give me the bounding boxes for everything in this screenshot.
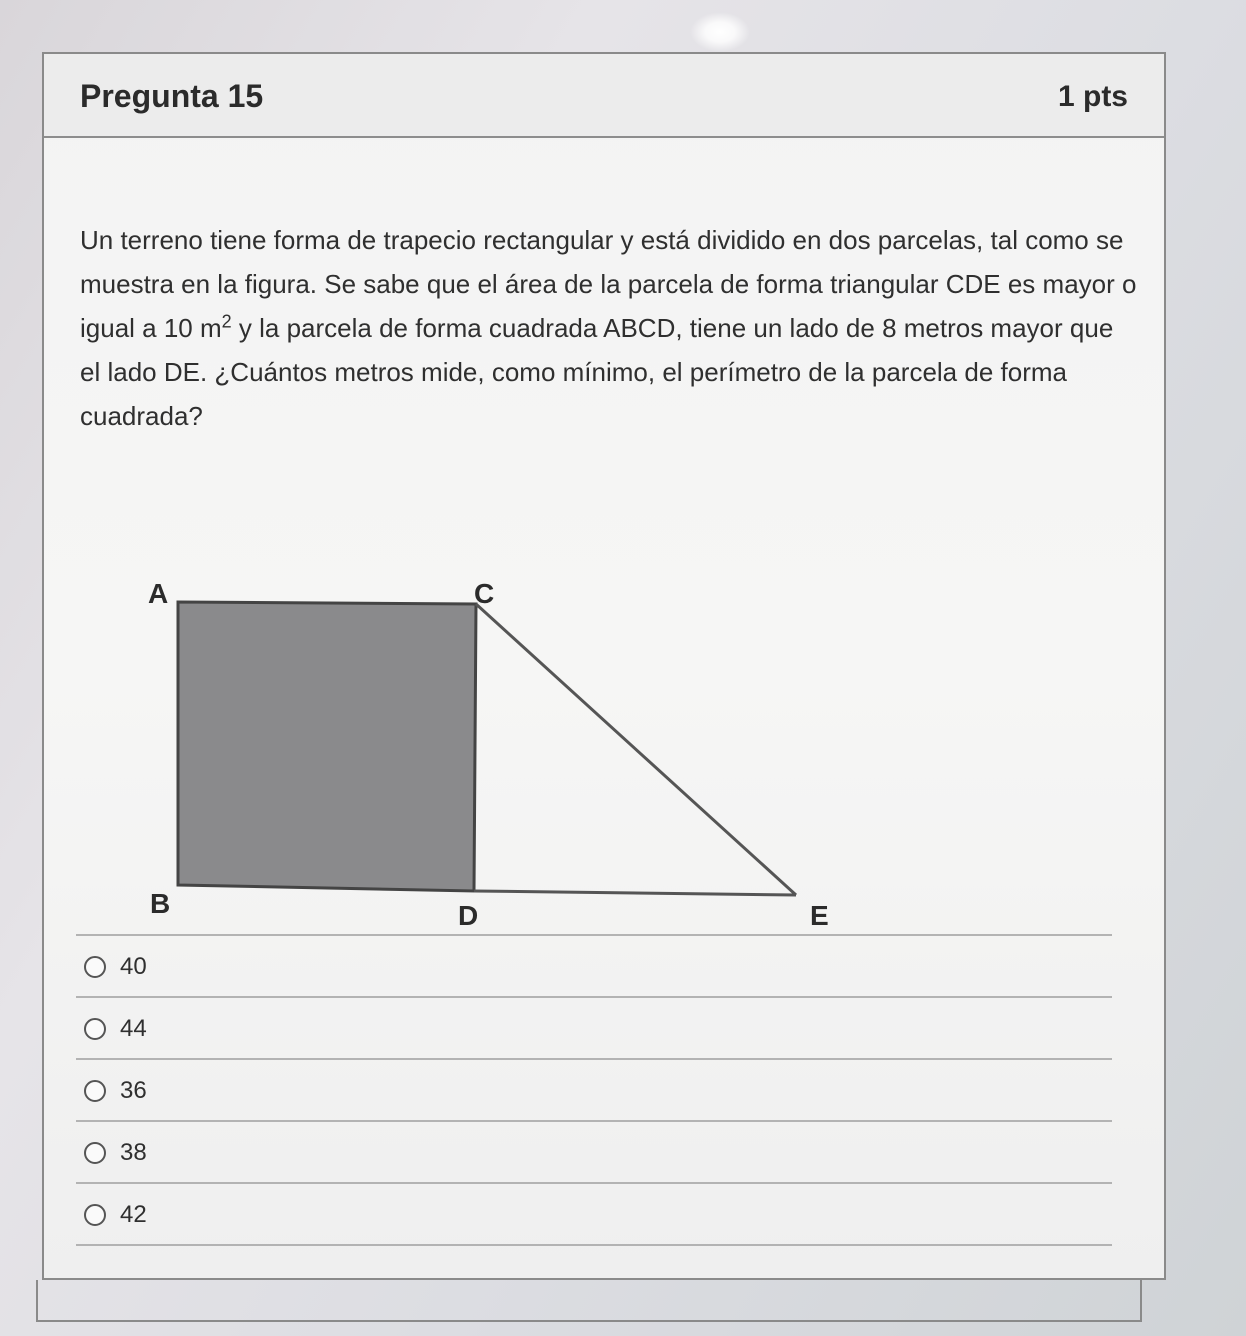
radio-icon[interactable] — [84, 1204, 106, 1226]
answer-list-divider — [76, 1244, 1112, 1246]
label-b: B — [150, 888, 171, 919]
radio-icon[interactable] — [84, 1142, 106, 1164]
answer-label: 42 — [120, 1201, 147, 1228]
segment-ce — [476, 604, 796, 895]
card-outer-edge — [36, 1280, 1142, 1322]
question-text-superscript: 2 — [221, 311, 232, 332]
question-text-part1: Un terreno tiene forma de trapecio rectangular y está dividido en dos parcelas, tal como se muestra en la figura. Se sabe que el área de la parcela de forma triangular CDE es mayor o igual a 10 m — [80, 225, 1137, 343]
answer-option-42[interactable] — [76, 1182, 1112, 1244]
answer-label: 36 — [120, 1077, 147, 1104]
question-text-part2: y la parcela de forma cuadrada ABCD, tiene un lado de 8 metros mayor que el lado DE. ¿Cuántos metros mide, como mínimo, el perímetro de la parcela de forma cuadrada? — [80, 313, 1114, 431]
answer-option-36[interactable] — [76, 1058, 1112, 1120]
segment-de — [474, 891, 796, 895]
question-card — [42, 52, 1166, 1280]
answer-label: 40 — [120, 953, 147, 980]
radio-icon[interactable] — [84, 1080, 106, 1102]
answer-list — [76, 934, 1112, 1246]
radio-icon[interactable] — [84, 1018, 106, 1040]
screen-glare — [690, 12, 750, 52]
label-d: D — [458, 900, 479, 931]
answer-option-44[interactable] — [76, 996, 1112, 1058]
radio-icon[interactable] — [84, 956, 106, 978]
question-text — [80, 218, 1140, 438]
square-abcd — [178, 602, 476, 891]
answer-option-40[interactable] — [76, 934, 1112, 996]
label-c: C — [474, 578, 495, 609]
question-points: 1 pts — [1057, 80, 1128, 113]
label-e: E — [810, 900, 829, 931]
question-header — [44, 54, 1164, 138]
label-a: A — [148, 578, 169, 609]
question-title: Pregunta 15 — [80, 78, 264, 114]
answer-option-38[interactable] — [76, 1120, 1112, 1182]
answer-label: 38 — [120, 1139, 147, 1166]
answer-label: 44 — [120, 1015, 147, 1042]
trapezoid-figure — [134, 569, 854, 939]
